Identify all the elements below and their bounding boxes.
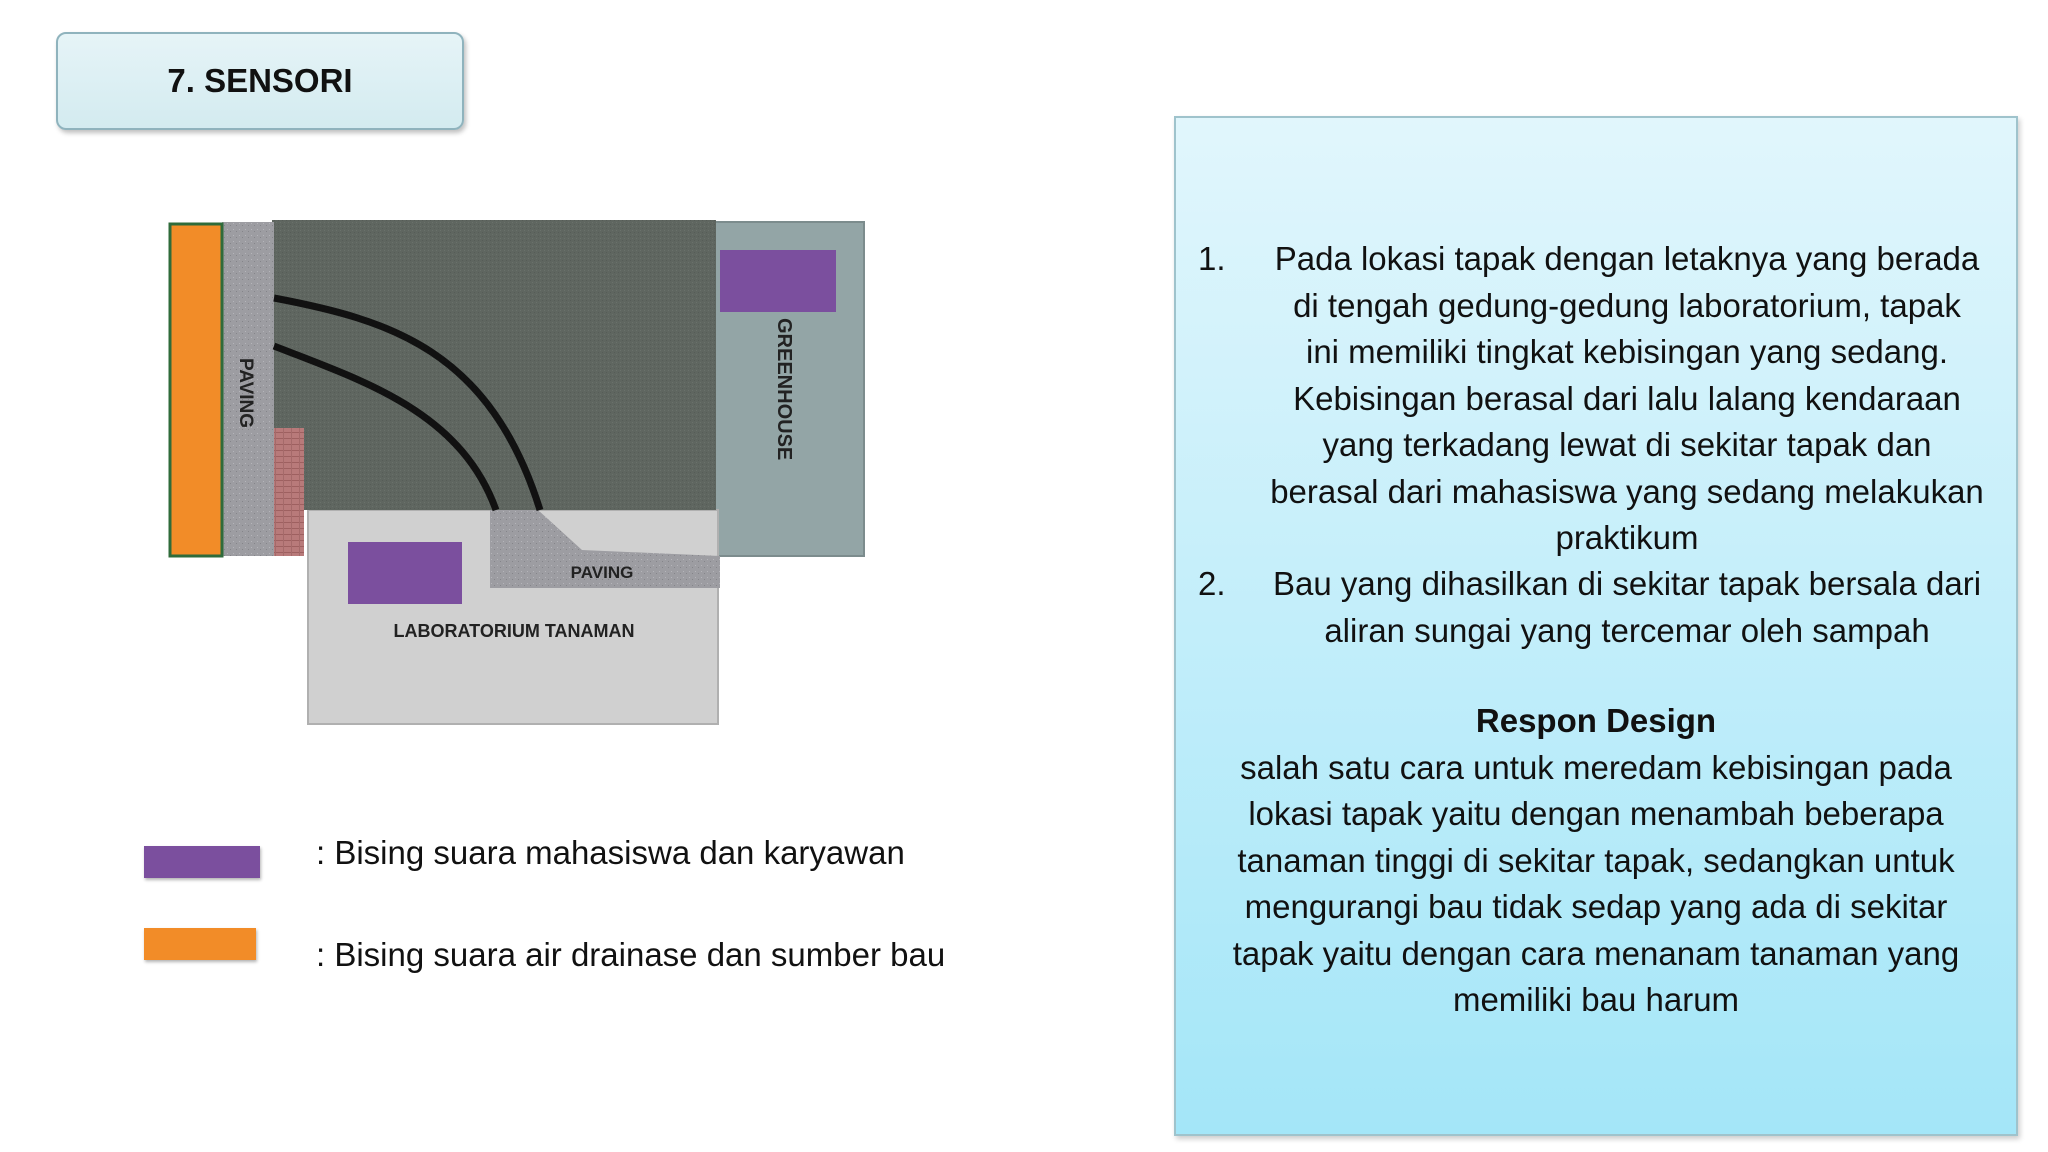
list-line: ini memiliki tingkat kebisingan yang sedang. <box>1305 333 1949 370</box>
greenhouse-noise-marker <box>720 250 836 312</box>
list-number: 1. <box>1198 240 1226 277</box>
respon-design-title: Respon Design <box>1475 702 1717 739</box>
drainage-strip <box>170 224 222 556</box>
list-line: di tengah gedung-gedung laboratorium, tapak <box>1293 286 1961 324</box>
info-panel <box>1174 116 2018 1136</box>
respon-line: tapak yaitu dengan cara menanam tanaman yang <box>1232 934 1960 972</box>
list-item-1 <box>1198 236 2002 562</box>
slide-title: 7. SENSORI <box>56 32 464 130</box>
list-line: berasal dari mahasiswa yang sedang melakukan <box>1270 472 1984 510</box>
respon-line: salah satu cara untuk meredam kebisingan pada <box>1240 748 1952 786</box>
respon-line: lokasi tapak yaitu dengan menambah beberapa <box>1248 795 1944 832</box>
legend-text-drainage: : Bising suara air drainase dan sumber bau <box>316 936 946 973</box>
laboratory-label: LABORATORIUM TANAMAN <box>393 621 635 641</box>
legend-swatch-students <box>144 846 260 878</box>
respon-line: memiliki bau harum <box>1452 981 1740 1018</box>
respon-line: mengurangi bau tidak sedap yang ada di sekitar <box>1244 888 1948 925</box>
list-line: aliran sungai yang tercemar oleh sampah <box>1324 611 1930 649</box>
greenhouse-label: GREENHOUSE <box>773 318 795 461</box>
field-area <box>272 220 716 510</box>
list-line: praktikum <box>1555 519 1699 556</box>
site-plan-diagram <box>160 210 880 730</box>
legend-text-students: : Bising suara mahasiswa dan karyawan <box>316 834 905 871</box>
list-line: yang terkadang lewat di sekitar tapak dan <box>1322 426 1932 463</box>
list-line: Kebisingan berasal dari lalu lalang kendaraan <box>1293 379 1961 417</box>
brick-strip <box>274 428 304 556</box>
list-line: Pada lokasi tapak dengan letaknya yang berada <box>1274 240 1980 277</box>
legend-swatch-drainage <box>144 928 256 960</box>
list-number: 2. <box>1198 565 1226 602</box>
paving-bottom-label: PAVING <box>570 563 634 582</box>
respon-line: tanaman tinggi di sekitar tapak, sedangkan untuk <box>1237 841 1955 879</box>
list-line: Bau yang dihasilkan di sekitar tapak bersala dari <box>1272 565 1982 602</box>
laboratory-noise-marker <box>348 542 462 604</box>
paving-vertical-label: PAVING <box>235 358 256 429</box>
respon-design-section <box>1206 698 1986 1024</box>
list-item-2 <box>1198 561 2002 654</box>
